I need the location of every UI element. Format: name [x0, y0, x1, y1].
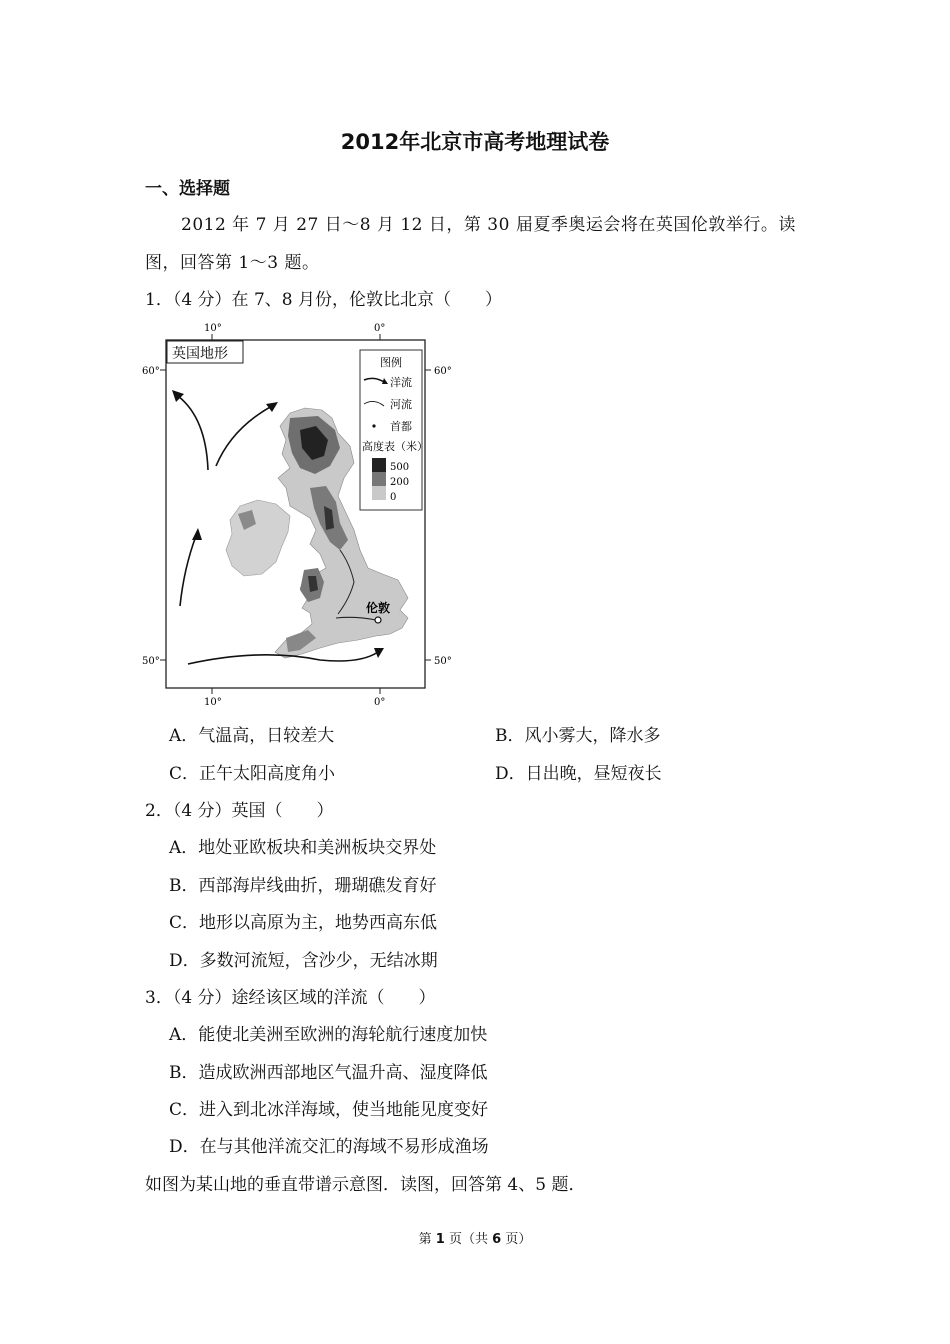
lat-label-bottom-left: 50° [142, 656, 160, 667]
lat-label-bottom-right: 50° [434, 656, 452, 667]
legend-capital-symbol [372, 424, 375, 427]
elevation-label-0: 0 [390, 492, 397, 503]
q2-option-d: D．多数河流短，含沙少，无结冰期 [169, 951, 438, 971]
lat-label-top-left: 60° [142, 366, 160, 377]
q3-option-c: C．进入到北冰洋海域，使当地能见度变好 [169, 1100, 489, 1120]
section-heading: 一、选择题 [145, 179, 230, 199]
legend-elevation-title: 高度表（米） [362, 440, 428, 453]
question-2-stem: 2．（4 分）英国（ ） [145, 801, 334, 821]
lon-label-bottom-right: 0° [374, 697, 386, 708]
elevation-swatch-0 [372, 486, 386, 500]
elevation-swatch-200 [372, 472, 386, 486]
q1-option-d: D．日出晚，昼短夜长 [495, 764, 662, 784]
page-footer [0, 1228, 950, 1247]
city-label-london: 伦敦 [366, 601, 391, 615]
q2-option-a: A．地处亚欧板块和美洲板块交界处 [169, 838, 437, 858]
intro-line-1: 2012 年 7 月 27 日～8 月 12 日，第 30 届夏季奥运会将在英国伦敦举行。读 [181, 215, 796, 235]
elevation-swatch-500 [372, 458, 386, 472]
q3-option-b: B．造成欧洲西部地区气温升高、湿度降低 [169, 1063, 488, 1083]
elevation-label-200: 200 [390, 477, 410, 488]
q3-option-d: D．在与其他洋流交汇的海域不易形成渔场 [169, 1137, 489, 1157]
q1-option-a: A．气温高，日较差大 [169, 726, 335, 746]
question-3-stem: 3．（4 分）途经该区域的洋流（ ） [145, 988, 436, 1008]
q1-option-b: B．风小雾大，降水多 [495, 726, 661, 746]
legend-river-label: 河流 [390, 398, 412, 411]
footer-mid: 页（共 [448, 1232, 488, 1247]
lat-label-top-right: 60° [434, 366, 452, 377]
q2-option-c: C．地形以高原为主，地势西高东低 [169, 913, 438, 933]
footer-page-number: 1 [435, 1232, 445, 1247]
lon-label-bottom-left: 10° [204, 697, 222, 708]
footer-post: 页） [505, 1232, 532, 1247]
uk-terrain-map [140, 318, 460, 710]
map-title: 英国地形 [172, 346, 228, 362]
q2-option-b: B．西部海岸线曲折，珊瑚礁发育好 [169, 876, 437, 896]
footer-pre: 第 [418, 1232, 432, 1247]
page-title: 2012年北京市高考地理试卷 [340, 130, 610, 154]
footer-total-pages: 6 [492, 1232, 502, 1247]
intro-line-2: 图，回答第 1～3 题。 [145, 253, 320, 273]
legend-capital-label: 首都 [390, 420, 412, 433]
closing-instruction: 如图为某山地的垂直带谱示意图．读图，回答第 4、5 题． [145, 1175, 586, 1195]
elevation-label-500: 500 [390, 462, 410, 473]
q3-option-a: A．能使北美洲至欧洲的海轮航行速度加快 [169, 1025, 488, 1045]
legend-current-label: 洋流 [390, 376, 412, 389]
lon-label-top-right: 0° [374, 323, 386, 334]
lon-label-top-left: 10° [204, 323, 222, 334]
question-1-stem: 1．（4 分）在 7、8 月份，伦敦比北京（ ） [145, 290, 502, 310]
legend-title: 图例 [380, 356, 402, 369]
london-marker [375, 617, 381, 623]
q1-option-c: C．正午太阳高度角小 [169, 764, 336, 784]
